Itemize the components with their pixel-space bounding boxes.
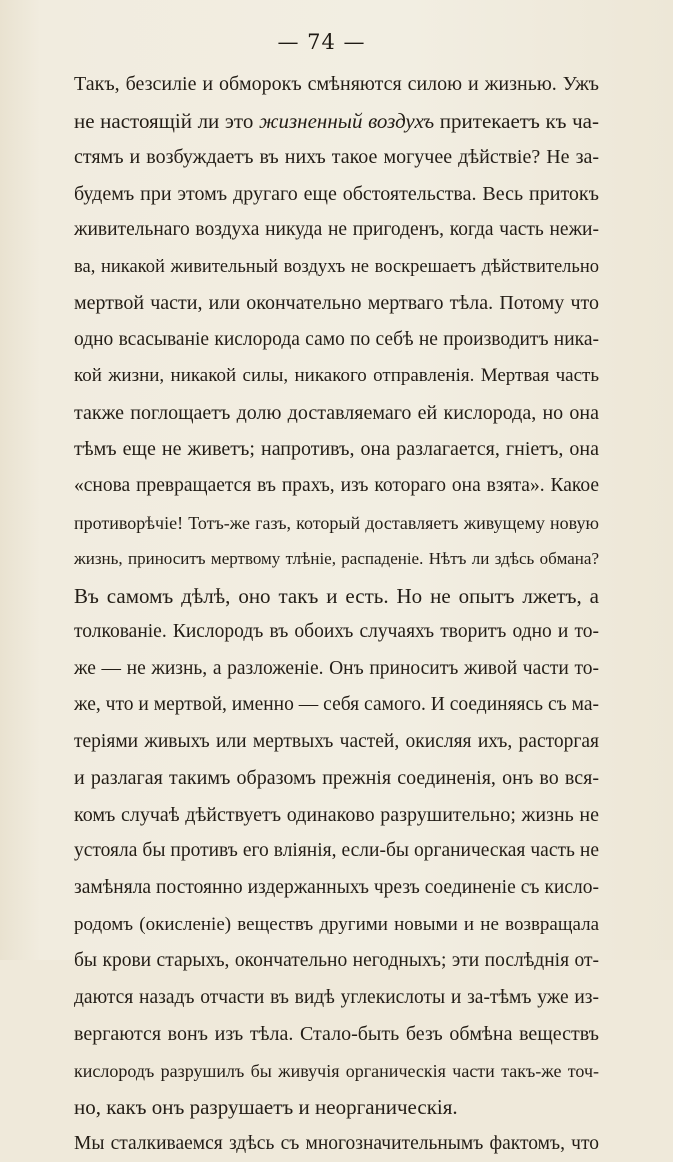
text-line: кислородъ разрушилъ бы живучія органическія части такъ-же точ-	[74, 1060, 599, 1081]
body-text	[74, 66, 599, 1162]
text-line: стямъ и возбуждаетъ въ нихъ такое могучее дѣйствіе? Не за-	[74, 146, 599, 169]
text-line: и разлагая такимъ образомъ прежнія соединенія, онъ во вся-	[74, 767, 599, 790]
text-line: устояла бы противъ его вліянія, если-бы органическая часть не	[74, 840, 599, 862]
emphasis-text: жизненный воздухъ	[258, 108, 435, 133]
text-line-paragraph-end: но, какъ онъ разрушаетъ и неорганическія.	[74, 1095, 458, 1120]
text-line: также поглощаетъ долю доставляемаго ей кислорода, но она	[74, 401, 599, 424]
page-number: — 74 —	[277, 30, 366, 54]
text-line: вергаются вонъ изъ тѣла. Стало-быть безъ обмѣна веществъ	[74, 1023, 599, 1046]
text-line: бы крови старыхъ, окончательно негодныхъ; эти послѣднія от-	[74, 950, 599, 972]
text-line	[74, 103, 599, 140]
text-line: «снова превращается въ прахъ, изъ котораго она взята». Какое	[74, 475, 599, 497]
text-line: теріями живыхъ или мертвыхъ частей, окисляя ихъ, расторгая	[74, 730, 599, 752]
text-line: Мы сталкиваемся здѣсь съ многозначительнымъ фактомъ, что	[74, 1132, 599, 1154]
text-line: тѣмъ еще не живетъ; напротивъ, она разлагается, гніетъ, она	[74, 438, 599, 461]
text-line: мертвой части, или окончательно мертваго тѣла. Потому что	[74, 292, 599, 315]
text-line: даются назадъ отчасти въ видѣ углекислоты и за-тѣмъ уже из-	[74, 986, 599, 1008]
text-line: же — не жизнь, а разложеніе. Онъ приноситъ живой части то-	[74, 657, 599, 679]
text-line: живительнаго воздуха никуда не пригоденъ, когда часть нежи-	[74, 219, 599, 241]
text-line: комъ случаѣ дѣйствуетъ одинаково разрушительно; жизнь не	[74, 803, 599, 826]
text-line: толкованіе. Кислородъ въ обоихъ случаяхъ творитъ одно и то-	[74, 621, 599, 643]
text-line: противорѣчіе! Тотъ-же газъ, который доставляетъ живущему новую	[74, 512, 599, 533]
text-line: же, что и мертвой, именно — себя самого. И соединяясь съ ма-	[74, 694, 599, 716]
text-segment: не настоящій ли это	[74, 108, 259, 133]
text-segment: притекаетъ къ ча-	[434, 108, 599, 133]
text-line: Въ самомъ дѣлѣ, оно такъ и есть. Но не опытъ лжетъ, а	[74, 583, 599, 608]
text-line: родомъ (окисленіе) веществъ другими новыми и не возвращала	[74, 913, 599, 935]
text-line: ва, никакой живительный воздухъ не воскрешаетъ дѣйствительно	[74, 256, 599, 277]
text-line: жизнь, приноситъ мертвому тлѣніе, распаденіе. Нѣтъ ли здѣсь обмана?	[74, 549, 599, 569]
text-line: замѣняла постоянно издержанныхъ чрезъ соединеніе съ кисло-	[74, 877, 599, 899]
text-line: кой жизни, никакой силы, никакого отправленія. Мертвая часть	[74, 365, 599, 387]
text-line: будемъ при этомъ другаго еще обстоятельства. Весь притокъ	[74, 182, 599, 205]
text-line: одно всасываніе кислорода само по себѣ не производитъ ника-	[74, 328, 599, 350]
text-line: Такъ, безсиліе и обморокъ смѣняются силою и жизнью. Ужъ	[74, 73, 599, 95]
